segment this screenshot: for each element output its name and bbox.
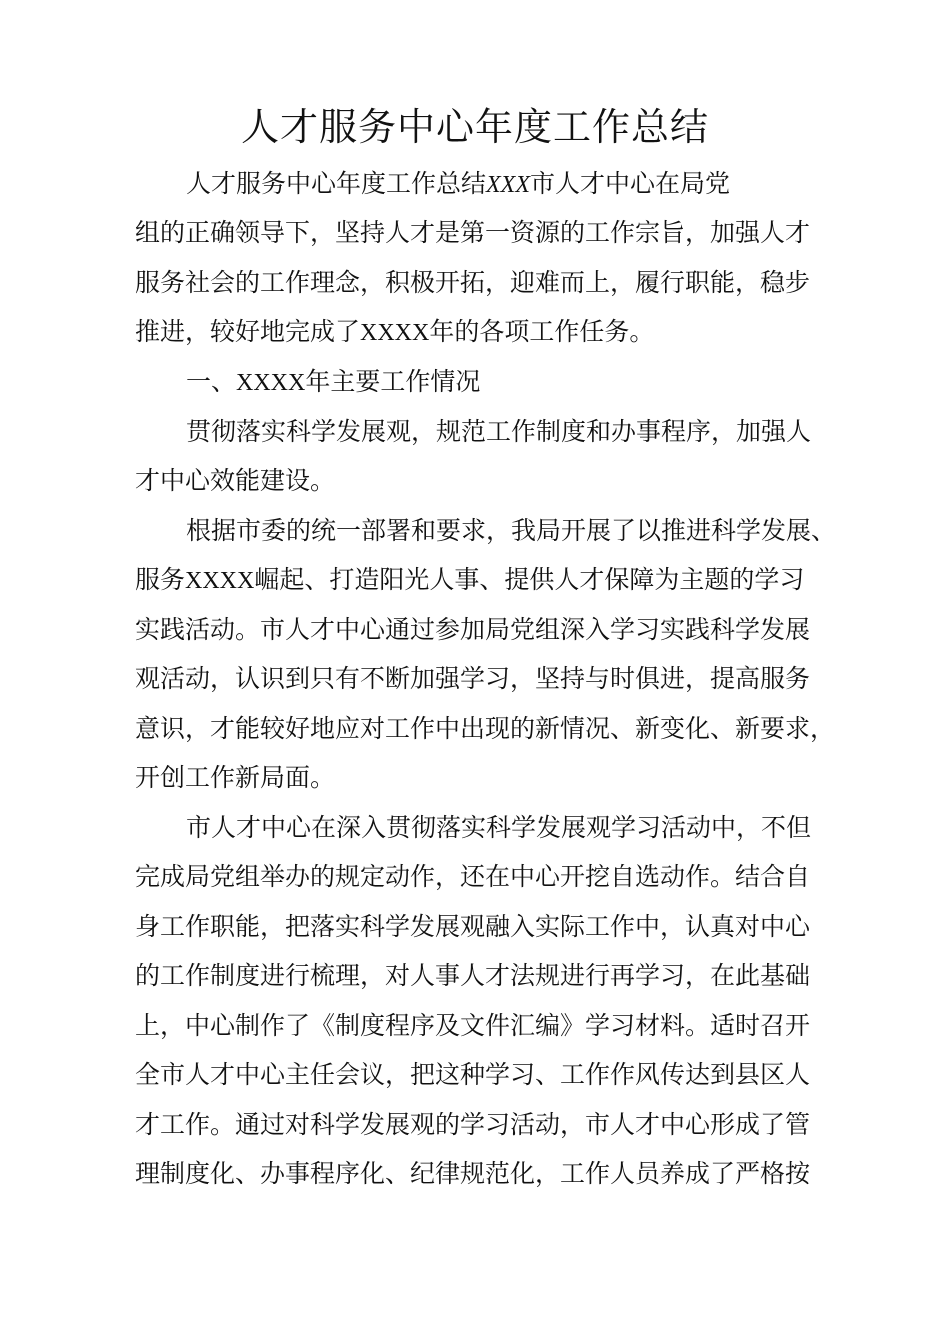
p3-line-6: 全市人才中心主任会议，把这种学习、工作作风传达到县区人 <box>135 1060 811 1089</box>
heading-text: 年主要工作情况 <box>305 367 481 396</box>
placeholder-text: XXXX <box>236 370 306 396</box>
p3-line-7: 才工作。通过对科学发展观的学习活动，市人才中心形成了管 <box>135 1110 811 1139</box>
document-title: 人才服务中心年度工作总结 <box>240 105 709 149</box>
p2-line-5: 意识，才能较好地应对工作中出现的新情况、新变化、新要求， <box>135 714 836 743</box>
p3-line-1: 市人才中心在深入贯彻落实科学发展观学习活动中，不但 <box>186 813 812 842</box>
intro-text: 人才服务中心年度工作总结 <box>186 169 487 198</box>
p3-line-2: 完成局党组举办的规定动作，还在中心开挖自选动作。结合自 <box>135 862 811 891</box>
placeholder-text: XXXX <box>185 568 255 594</box>
placeholder-text: XXX <box>486 172 530 198</box>
intro-line-1 <box>186 166 730 203</box>
p2-line-3: 实践活动。市人才中心通过参加局党组深入学习实践科学发展 <box>135 615 811 644</box>
p3-line-8: 理制度化、办事程序化、纪律规范化，工作人员养成了严格按 <box>135 1159 811 1188</box>
placeholder-text: XXXX <box>360 320 430 346</box>
heading-text: 一、 <box>186 367 237 396</box>
p2-text: 服务 <box>135 565 186 594</box>
p3-line-5: 上，中心制作了《制度程序及文件汇编》学习材料。适时召开 <box>135 1011 811 1040</box>
p3-line-4: 的工作制度进行梳理，对人事人才法规进行再学习，在此基础 <box>135 961 811 990</box>
intro-line-4 <box>135 314 654 351</box>
p1-line-2: 才中心效能建设。 <box>135 466 336 495</box>
intro-text: 市人才中心在局党 <box>530 169 731 198</box>
p2-line-2 <box>135 562 804 599</box>
p2-line-6: 开创工作新局面。 <box>135 763 336 792</box>
p2-line-1: 根据市委的统一部署和要求，我局开展了以推进科学发展、 <box>186 516 837 545</box>
p2-line-4: 观活动，认识到只有不断加强学习，坚持与时俱进，提高服务 <box>135 664 811 693</box>
section-heading <box>186 364 480 401</box>
intro-line-3: 服务社会的工作理念，积极开拓，迎难而上，履行职能，稳步 <box>135 268 811 297</box>
intro-line-2: 组的正确领导下，坚持人才是第一资源的工作宗旨，加强人才 <box>135 218 811 247</box>
intro-text: 年的各项工作任务。 <box>429 317 655 346</box>
p1-line-1: 贯彻落实科学发展观，规范工作制度和办事程序，加强人 <box>186 417 812 446</box>
intro-text: 推进，较好地完成了 <box>135 317 361 346</box>
p3-line-3: 身工作职能，把落实科学发展观融入实际工作中，认真对中心 <box>135 912 811 941</box>
p2-text: 崛起、打造阳光人事、提供人才保障为主题的学习 <box>254 565 805 594</box>
